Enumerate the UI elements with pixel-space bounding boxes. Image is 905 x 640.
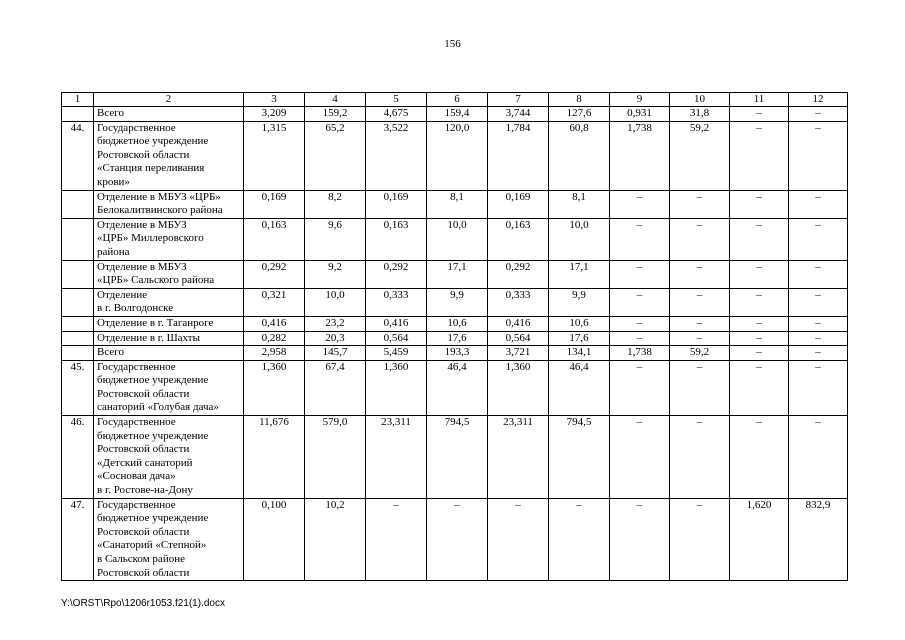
data-table xyxy=(61,92,848,581)
institution-name xyxy=(94,218,244,260)
value-cell: – xyxy=(670,260,730,288)
value-cell: – xyxy=(730,260,789,288)
value-cell: – xyxy=(427,498,488,581)
value-cell: 1,738 xyxy=(610,346,670,361)
value-cell: 0,169 xyxy=(366,190,427,218)
column-header: 10 xyxy=(670,93,730,107)
institution-name-line: Ростовской области xyxy=(97,387,190,400)
value-cell: 0,282 xyxy=(244,331,305,346)
value-cell: – xyxy=(730,346,789,361)
row-number xyxy=(62,346,94,361)
value-cell: 0,321 xyxy=(244,288,305,316)
institution-name-line: в г. Ростове-на-Дону xyxy=(97,484,193,497)
value-cell: 11,676 xyxy=(244,416,305,499)
institution-name-line: санаторий «Голубая дача» xyxy=(97,401,219,414)
value-cell: 1,360 xyxy=(488,360,549,415)
column-header: 4 xyxy=(305,93,366,107)
value-cell: 10,6 xyxy=(549,316,610,331)
value-cell: 59,2 xyxy=(670,121,730,190)
institution-name-line: бюджетное учреждение xyxy=(97,135,209,148)
column-header: 1 xyxy=(62,93,94,107)
institution-name xyxy=(94,260,244,288)
value-cell: 794,5 xyxy=(427,416,488,499)
institution-name-line: Ростовской области xyxy=(97,525,190,538)
table-row xyxy=(62,316,848,331)
institution-name xyxy=(94,346,244,361)
value-cell: 159,2 xyxy=(305,107,366,122)
value-cell: 9,9 xyxy=(427,288,488,316)
value-cell: 9,6 xyxy=(305,218,366,260)
table-row xyxy=(62,331,848,346)
institution-name-line: Отделение в МБУЗ «ЦРБ» xyxy=(97,190,221,203)
table-body xyxy=(62,93,848,581)
column-header: 8 xyxy=(549,93,610,107)
value-cell: 10,2 xyxy=(305,498,366,581)
value-cell: – xyxy=(610,190,670,218)
value-cell: – xyxy=(789,288,848,316)
institution-name-line: Ростовской области xyxy=(97,148,190,161)
value-cell: 0,931 xyxy=(610,107,670,122)
table-row xyxy=(62,260,848,288)
institution-name-line: Всего xyxy=(97,107,124,119)
value-cell: – xyxy=(610,288,670,316)
value-cell: – xyxy=(730,121,789,190)
row-number: 45. xyxy=(62,360,94,415)
value-cell: 17,6 xyxy=(549,331,610,346)
value-cell: 145,7 xyxy=(305,346,366,361)
institution-name xyxy=(94,121,244,190)
value-cell: 17,1 xyxy=(427,260,488,288)
value-cell: 20,3 xyxy=(305,331,366,346)
value-cell: – xyxy=(549,498,610,581)
row-number xyxy=(62,331,94,346)
value-cell: 134,1 xyxy=(549,346,610,361)
value-cell: – xyxy=(789,218,848,260)
institution-name-line: Ростовской области xyxy=(97,443,190,456)
value-cell: 9,9 xyxy=(549,288,610,316)
value-cell: 59,2 xyxy=(670,346,730,361)
value-cell: – xyxy=(730,288,789,316)
value-cell: 10,6 xyxy=(427,316,488,331)
institution-name-line: в Сальском районе xyxy=(97,553,185,565)
value-cell: – xyxy=(610,498,670,581)
column-header: 7 xyxy=(488,93,549,107)
value-cell: 60,8 xyxy=(549,121,610,190)
column-header: 9 xyxy=(610,93,670,107)
value-cell: 10,0 xyxy=(305,288,366,316)
institution-name-line: «ЦРБ» Миллеровского xyxy=(97,232,204,245)
institution-name-line: Всего xyxy=(97,346,124,359)
row-number xyxy=(62,316,94,331)
row-number: 47. xyxy=(62,498,94,581)
row-number xyxy=(62,190,94,218)
table-row xyxy=(62,107,848,122)
institution-name-line: в г. Волгодонске xyxy=(97,302,174,315)
value-cell: 0,564 xyxy=(488,331,549,346)
institution-name-line: Отделение в г. Шахты xyxy=(97,331,200,344)
value-cell: – xyxy=(366,498,427,581)
value-cell: 0,100 xyxy=(244,498,305,581)
value-cell: 46,4 xyxy=(549,360,610,415)
institution-name-line: крови» xyxy=(97,175,130,188)
value-cell: 10,0 xyxy=(427,218,488,260)
value-cell: – xyxy=(730,190,789,218)
value-cell: – xyxy=(670,416,730,499)
value-cell: 0,416 xyxy=(244,316,305,331)
value-cell: 3,744 xyxy=(488,107,549,122)
page-number: 156 xyxy=(444,38,461,50)
value-cell: – xyxy=(670,331,730,346)
value-cell: – xyxy=(789,107,848,122)
institution-name-line: бюджетное учреждение xyxy=(97,429,209,442)
file-path-footer: Y:\ORST\Rpo\1206r1053.f21(1).docx xyxy=(61,598,225,609)
value-cell: 5,459 xyxy=(366,346,427,361)
value-cell: 0,292 xyxy=(488,260,549,288)
row-number: 44. xyxy=(62,121,94,190)
value-cell: – xyxy=(789,190,848,218)
value-cell: – xyxy=(670,498,730,581)
value-cell: 17,1 xyxy=(549,260,610,288)
row-number xyxy=(62,107,94,122)
value-cell: 23,311 xyxy=(366,416,427,499)
value-cell: 0,333 xyxy=(366,288,427,316)
value-cell: – xyxy=(789,331,848,346)
institution-name xyxy=(94,331,244,346)
value-cell: – xyxy=(789,346,848,361)
institution-name xyxy=(94,416,244,499)
institution-name xyxy=(94,498,244,581)
value-cell: 8,1 xyxy=(549,190,610,218)
row-number xyxy=(62,260,94,288)
column-header: 2 xyxy=(94,93,244,107)
value-cell: 1,620 xyxy=(730,498,789,581)
institution-name-line: «ЦРБ» Сальского района xyxy=(97,274,215,287)
value-cell: – xyxy=(670,360,730,415)
value-cell: 0,416 xyxy=(488,316,549,331)
value-cell: 0,169 xyxy=(244,190,305,218)
value-cell: 3,209 xyxy=(244,107,305,122)
value-cell: 120,0 xyxy=(427,121,488,190)
value-cell: – xyxy=(488,498,549,581)
value-cell: 0,163 xyxy=(366,218,427,260)
value-cell: 0,416 xyxy=(366,316,427,331)
table-row xyxy=(62,360,848,415)
value-cell: – xyxy=(730,360,789,415)
value-cell: – xyxy=(730,331,789,346)
value-cell: 0,292 xyxy=(244,260,305,288)
institution-name-line: Белокалитвинского района xyxy=(97,204,223,217)
value-cell: – xyxy=(670,288,730,316)
table-row xyxy=(62,498,848,581)
value-cell: – xyxy=(789,360,848,415)
value-cell: 23,311 xyxy=(488,416,549,499)
value-cell: 3,522 xyxy=(366,121,427,190)
value-cell: 1,360 xyxy=(366,360,427,415)
value-cell: 9,2 xyxy=(305,260,366,288)
column-header: 12 xyxy=(789,93,848,107)
value-cell: 579,0 xyxy=(305,416,366,499)
value-cell: 1,784 xyxy=(488,121,549,190)
institution-name-line: «Детский санаторий xyxy=(97,456,193,469)
institution-name xyxy=(94,107,244,122)
institution-name-line: «Сосновая дача» xyxy=(97,470,176,483)
value-cell: 127,6 xyxy=(549,107,610,122)
column-header: 11 xyxy=(730,93,789,107)
value-cell: – xyxy=(610,331,670,346)
value-cell: 17,6 xyxy=(427,331,488,346)
institution-name-line: Государственное xyxy=(97,360,176,373)
value-cell: 1,738 xyxy=(610,121,670,190)
table-row xyxy=(62,218,848,260)
column-header: 6 xyxy=(427,93,488,107)
value-cell: – xyxy=(730,107,789,122)
institution-name xyxy=(94,316,244,331)
value-cell: – xyxy=(789,416,848,499)
table-row xyxy=(62,121,848,190)
value-cell: – xyxy=(670,316,730,331)
institution-name-line: Государственное xyxy=(97,416,176,429)
institution-name xyxy=(94,288,244,316)
table-row xyxy=(62,288,848,316)
institution-name-line: «Санаторий «Степной» xyxy=(97,539,207,552)
institution-name-line: «Станция переливания xyxy=(97,162,205,175)
value-cell: 832,9 xyxy=(789,498,848,581)
value-cell: – xyxy=(670,190,730,218)
value-cell: – xyxy=(610,360,670,415)
institution-name-line: бюджетное учреждение xyxy=(97,374,209,387)
value-cell: – xyxy=(730,416,789,499)
value-cell: 65,2 xyxy=(305,121,366,190)
value-cell: 0,292 xyxy=(366,260,427,288)
institution-name-line: бюджетное учреждение xyxy=(97,512,209,525)
value-cell: 4,675 xyxy=(366,107,427,122)
value-cell: 8,1 xyxy=(427,190,488,218)
row-number xyxy=(62,288,94,316)
value-cell: 794,5 xyxy=(549,416,610,499)
value-cell: – xyxy=(670,218,730,260)
value-cell: 8,2 xyxy=(305,190,366,218)
institution-name xyxy=(94,190,244,218)
value-cell: 159,4 xyxy=(427,107,488,122)
value-cell: 0,163 xyxy=(244,218,305,260)
table-row xyxy=(62,190,848,218)
table-row xyxy=(62,416,848,499)
institution-name-line: района xyxy=(97,245,130,258)
value-cell: – xyxy=(610,260,670,288)
value-cell: 1,315 xyxy=(244,121,305,190)
institution-name-line: Государственное xyxy=(97,498,176,511)
value-cell: – xyxy=(789,121,848,190)
table-row xyxy=(62,346,848,361)
value-cell: 0,333 xyxy=(488,288,549,316)
value-cell: 0,169 xyxy=(488,190,549,218)
institution-name-line: Отделение в МБУЗ xyxy=(97,260,187,273)
value-cell: 3,721 xyxy=(488,346,549,361)
column-header: 5 xyxy=(366,93,427,107)
value-cell: 23,2 xyxy=(305,316,366,331)
institution-name-line: Отделение в г. Таганроге xyxy=(97,316,214,329)
institution-name-line: Ростовской области xyxy=(97,566,190,579)
value-cell: – xyxy=(789,316,848,331)
institution-name-line: Отделение в МБУЗ xyxy=(97,218,187,231)
value-cell: – xyxy=(789,260,848,288)
value-cell: 193,3 xyxy=(427,346,488,361)
value-cell: 0,163 xyxy=(488,218,549,260)
value-cell: 67,4 xyxy=(305,360,366,415)
value-cell: – xyxy=(610,316,670,331)
value-cell: – xyxy=(730,218,789,260)
row-number: 46. xyxy=(62,416,94,499)
row-number xyxy=(62,218,94,260)
value-cell: 31,8 xyxy=(670,107,730,122)
value-cell: 1,360 xyxy=(244,360,305,415)
institution-name xyxy=(94,360,244,415)
value-cell: – xyxy=(610,218,670,260)
value-cell: 46,4 xyxy=(427,360,488,415)
value-cell: 2,958 xyxy=(244,346,305,361)
value-cell: – xyxy=(730,316,789,331)
column-header: 3 xyxy=(244,93,305,107)
institution-name-line: Государственное xyxy=(97,121,176,134)
value-cell: – xyxy=(610,416,670,499)
header-row xyxy=(62,93,848,107)
value-cell: 10,0 xyxy=(549,218,610,260)
value-cell: 0,564 xyxy=(366,331,427,346)
institution-name-line: Отделение xyxy=(97,288,148,301)
